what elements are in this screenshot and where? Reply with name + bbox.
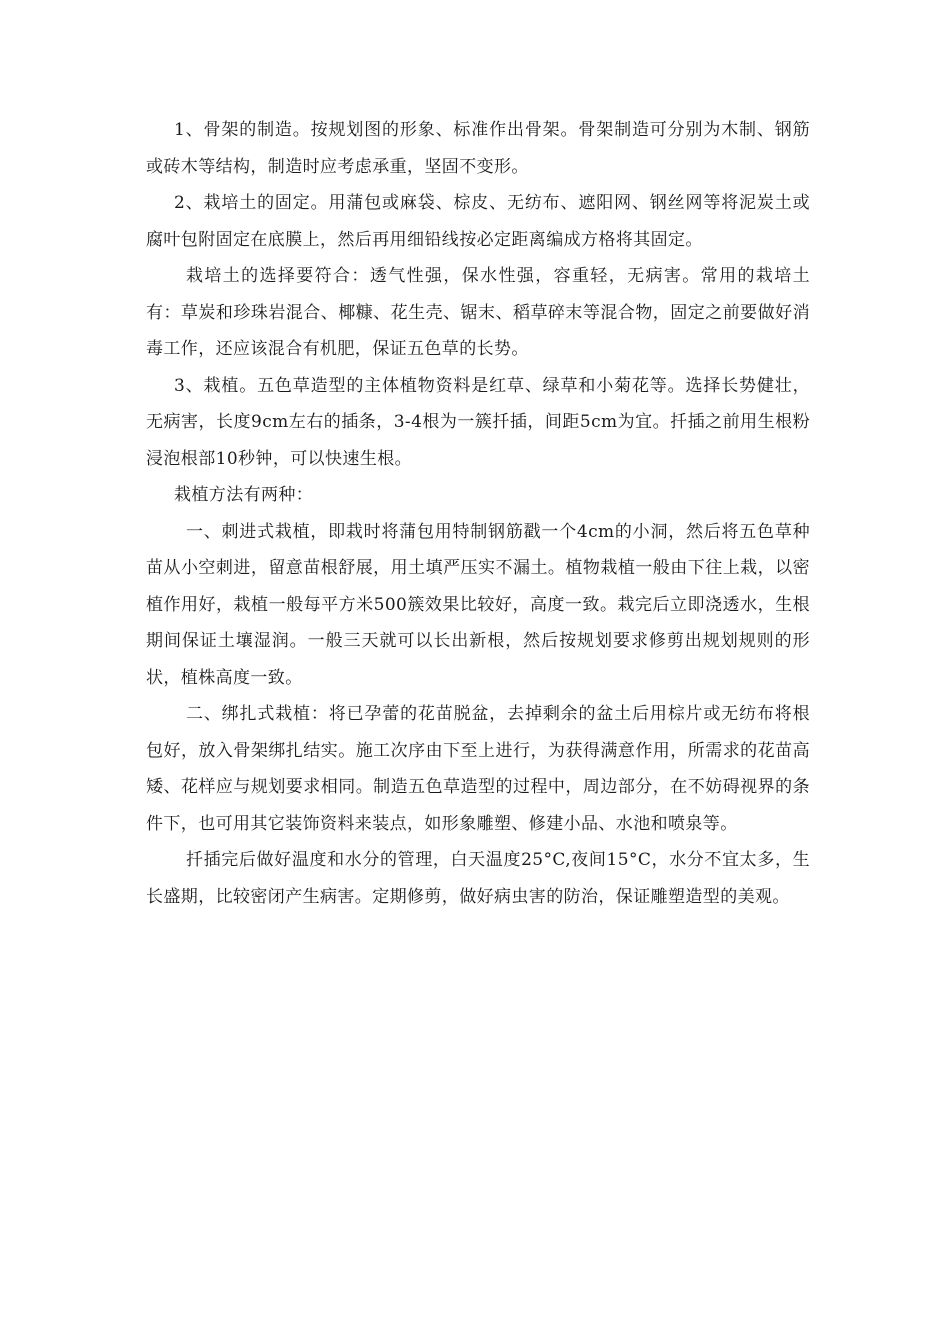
paragraph-method-binding: 二、绑扎式栽植：将已孕蕾的花苗脱盆，去掉剩余的盆土后用棕片或无纺布将根包好，放入骨架绑扎结实。施工次序由下至上进行，为获得满意作用，所需求的花苗高矮、花样应与规划要求相同。制造五色草造型的过程中，周边部分，在不妨碍视界的条件下，也可用其它装饰资料来装点，如形象雕塑、修建小品、水池和喷泉等。 <box>146 704 810 834</box>
document-body <box>146 112 810 915</box>
paragraph-soil-fixing: 2、栽培土的固定。用蒲包或麻袋、棕皮、无纺布、遮阳网、钢丝网等将泥炭土或腐叶包附固定在底膜上，然后再用细铅线按必定距离编成方格将其固定。 <box>146 193 810 250</box>
paragraph-planting: 3、栽植。五色草造型的主体植物资料是红草、绿草和小菊花等。选择长势健壮，无病害，长度9cm左右的插条，3-4根为一簇扦插，间距5cm为宜。扦插之前用生根粉浸泡根部10秒钟，可以快速生根。 <box>146 375 810 469</box>
paragraph-method-insertion: 一、刺进式栽植，即栽时将蒲包用特制钢筋戳一个4cm的小洞，然后将五色草种苗从小空刺进，留意苗根舒展，用土填严压实不漏土。植物栽植一般由下往上栽，以密植作用好，栽植一般每平方米500簇效果比较好，高度一致。栽完后立即浇透水，生根期间保证土壤湿润。一般三天就可以长出新根，然后按规划要求修剪出规划规则的形状，植株高度一致。 <box>146 521 810 688</box>
paragraph-skeleton-making: 1、骨架的制造。按规划图的形象、标准作出骨架。骨架制造可分别为木制、钢筋或砖木等结构，制造时应考虑承重，坚固不变形。 <box>146 120 810 177</box>
paragraph-aftercare: 扦插完后做好温度和水分的管理，白天温度25°C,夜间15°C，水分不宜太多，生长盛期，比较密闭产生病害。定期修剪，做好病虫害的防治，保证雕塑造型的美观。 <box>146 850 810 907</box>
paragraph-planting-methods-intro: 栽植方法有两种： <box>174 485 314 505</box>
paragraph-soil-selection: 栽培土的选择要符合：透气性强，保水性强，容重轻，无病害。常用的栽培土有：草炭和珍珠岩混合、椰糠、花生壳、锯末、稻草碎末等混合物，固定之前要做好消毒工作，还应该混合有机肥，保证五色草的长势。 <box>146 266 810 359</box>
